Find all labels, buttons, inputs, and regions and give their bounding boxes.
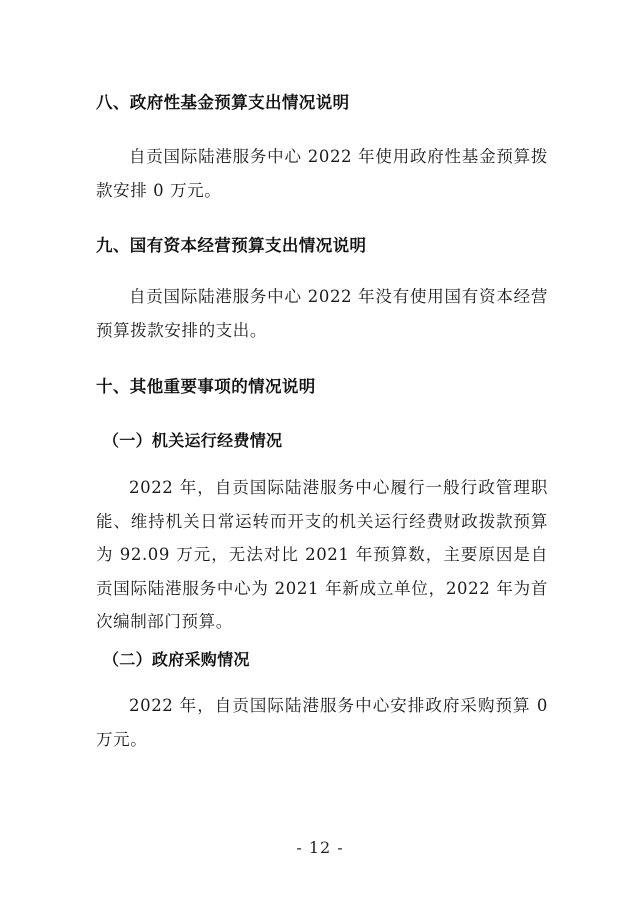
section-heading-8: 八、政府性基金预算支出情况说明 <box>96 93 350 112</box>
subsection-body-2: 2022 年，自贡国际陆港服务中心安排政府采购预算 0 万元。 <box>96 696 548 749</box>
subsection-heading-1: （一）机关运行经费情况 <box>103 431 283 450</box>
section-heading-9: 九、国有资本经营预算支出情况说明 <box>96 236 367 255</box>
page-number: - 12 - <box>296 838 344 857</box>
section-body-9: 自贡国际陆港服务中心 2022 年没有使用国有资本经营预算拨款安排的支出。 <box>96 287 548 340</box>
section-body-8: 自贡国际陆港服务中心 2022 年使用政府性基金预算拨款安排 0 万元。 <box>96 147 548 200</box>
subsection-heading-2: （二）政府采购情况 <box>103 650 250 669</box>
section-heading-10: 十、其他重要事项的情况说明 <box>96 377 316 396</box>
subsection-body-1: 2022 年，自贡国际陆港服务中心履行一般行政管理职能、维持机关日常运转而开支的机关运行经费财政拨款预算为 92.09 万元，无法对比 2021 年预算数，主要原因是自贡国际陆港服务中心为 2021 年新成立单位，2022 年为首次编制部门预算。 <box>96 478 548 631</box>
